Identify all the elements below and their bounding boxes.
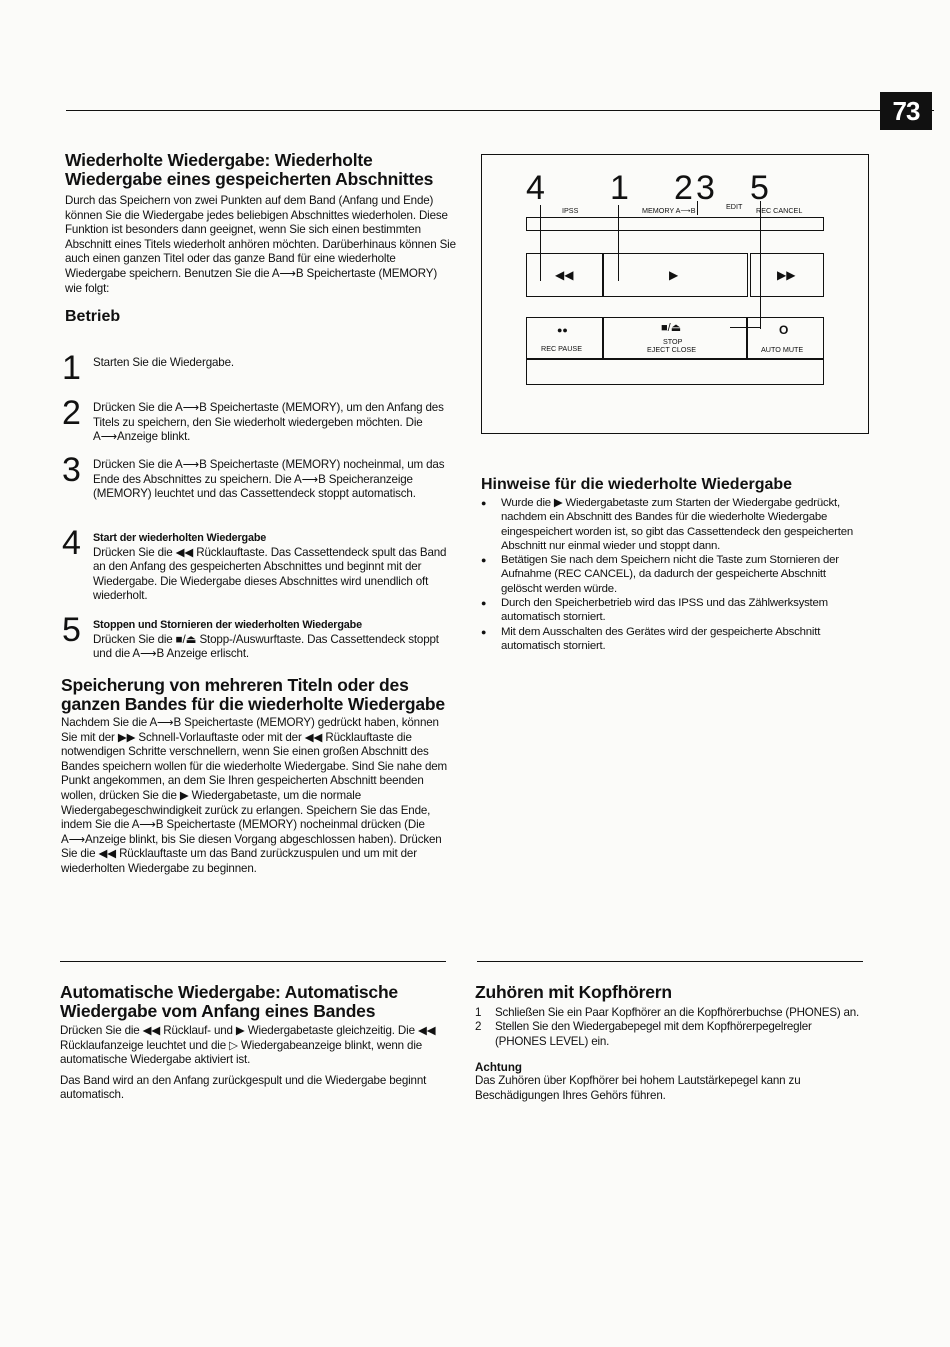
section-text-1: Drücken Sie die ◀◀ Rücklauf- und ▶ Wiedergabetaste gleichzeitig. Die ◀◀ Rücklaufanzeige leuchtet und die ▷ Wiedergabeanzeige blinkt, wenn die automatische Wiedergabe aktiviert ist.	[60, 1024, 436, 1067]
notes-title: Hinweise für die wiederholte Wiedergabe	[481, 476, 793, 493]
step-number: 5	[62, 611, 81, 649]
list-item	[475, 1020, 865, 1049]
section-headphones	[475, 983, 865, 1103]
section-notes	[481, 476, 869, 653]
bottom-strip	[526, 359, 824, 385]
notes-list	[481, 496, 869, 653]
label-eject-close: EJECT CLOSE	[647, 345, 696, 354]
stop-eject-button[interactable]	[602, 317, 748, 359]
rec-pause-button[interactable]	[526, 317, 604, 359]
leader-line	[697, 201, 698, 215]
ffwd-icon: ▶▶	[777, 268, 796, 282]
warning-text: Das Zuhören über Kopfhörer bei hohem Lautstärkepegel kann zu Beschädigungen Ihres Gehörs führen.	[475, 1074, 801, 1102]
diagram-number-5: 5	[750, 169, 769, 207]
section-text: Nachdem Sie die A⟶B Speichertaste (MEMORY) gedrückt haben, können Sie mit der ▶▶ Schnell-Vorlauftaste oder mit der ◀◀ Rücklauftaste die notwendigen Schritte verschnellern, wenn Sie einen großen Abschnitt des Bandes speichern wollen für die wiederholte Wiedergabe. Sind Sie nahe dem Punkt angekommen, an dem Sie Ihren gespeicherten Abschnitt beenden wollen, drücken Sie die ▶ Wiedergabetaste, um die normale Wiedergabegeschwindigkeit zurück zu erlangen. Speichern Sie das Ende, indem Sie die A⟶B Speichertaste (MEMORY) nocheinmal drücken (Die A⟶Anzeige blinkt, bis Sie diesen Vorgang abgeschlossen haben). Drücken Sie die ◀◀ Rücklauftaste um das Band zurückzuspulen und um mit der wiederholten Wiedergabe zu beginnen.	[61, 716, 448, 875]
section-title: Speicherung von mehreren Titeln oder des ganzen Bandes für die wiederholte Wiedergabe	[61, 675, 445, 714]
item-number: 2	[475, 1020, 482, 1034]
diagram-number-1: 1	[610, 169, 629, 207]
section-intro: Durch das Speichern von zwei Punkten auf dem Band (Anfang und Ende) können Sie die Wiedergabe jedes beliebigen Abschnittes wiederholen. Diese Funktion ist besonders dann geeignet, wenn Sie sich einen bestimmten Abschnitt eines Titels wiederholt anhören möchten. Darüberhinaus können Sie auch einen ganzen Titel oder das ganze Band für eine wiederholte Wiedergabe speichern. Benutzen Sie die A⟶B Speichertaste (MEMORY) wie folgt:	[65, 194, 456, 295]
label-edit: EDIT	[726, 202, 743, 211]
rec-pause-icon: ●●	[557, 325, 568, 335]
section-title: Zuhören mit Kopfhörern	[475, 982, 672, 1002]
list-item: ● Mit dem Ausschalten des Gerätes wird der gespeicherte Abschnitt automatisch storniert.	[481, 625, 869, 654]
diagram-number-2: 2	[674, 169, 693, 207]
item-text: Schließen Sie ein Paar Kopfhörer an die Kopfhörerbuchse (PHONES) an.	[495, 1006, 860, 1019]
section-multi-title	[61, 676, 456, 877]
label-rec-pause: REC PAUSE	[541, 344, 583, 353]
section-title: Wiederholte Wiedergabe: Wiederholte Wiedergabe eines gespeicherten Abschnittes	[65, 150, 434, 189]
item-number: 1	[475, 1006, 482, 1019]
label-ipss: IPSS	[562, 206, 579, 215]
auto-mute-button[interactable]	[746, 317, 824, 359]
step-heading: Stoppen und Stornieren der wiederholten Wiedergabe	[93, 619, 362, 631]
step-text: Drücken Sie die ◀◀ Rücklauftaste. Das Cassettendeck spult das Band an den Anfang des gespeicherten Abschnittes und beginnt mit der Wiedergabe. Die Wiedergabe dieses Abschnittes wird unendlich oft wiederholt.	[93, 545, 447, 603]
play-button[interactable]	[602, 253, 748, 297]
section-text-2: Das Band wird an den Anfang zurückgespult und die Wiedergabe beginnt automatisch.	[60, 1073, 427, 1102]
subtitle-betrieb: Betrieb	[65, 308, 121, 326]
play-icon: ▶	[669, 268, 679, 282]
section-repeat-playback	[65, 151, 457, 326]
top-rule	[66, 110, 934, 111]
step-number: 4	[62, 524, 81, 562]
rewind-button[interactable]	[526, 253, 604, 297]
rewind-icon: ◀◀	[555, 268, 574, 282]
list-item: ● Betätigen Sie nach dem Speichern nicht die Taste zum Stornieren der Aufnahme (REC CANCEL), da dadurch der gespeicherte Abschnitt gelöscht werden würde.	[481, 553, 869, 596]
diagram-number-4: 4	[526, 169, 545, 207]
deck-control-diagram	[481, 154, 869, 434]
warning-title: Achtung	[475, 1061, 523, 1075]
item-text: Stellen Sie den Wiedergabepegel mit dem Kopfhörerpegelregler (PHONES LEVEL) ein.	[495, 1020, 812, 1048]
page-number: 73	[880, 92, 932, 130]
top-strip	[526, 217, 824, 231]
label-memory: MEMORY A⟶B	[642, 206, 696, 215]
step-number: 3	[62, 451, 81, 489]
step-text: Drücken Sie die A⟶B Speichertaste (MEMORY), um den Anfang des Titels zu speichern, den Sie wiederholt wiedergeben möchten. Die A⟶Anzeige blinkt.	[93, 401, 444, 444]
section-title: Automatische Wiedergabe: Automatische Wiedergabe vom Anfang eines Bandes	[60, 982, 398, 1021]
headphones-steps	[475, 1006, 865, 1049]
step-heading: Start der wiederholten Wiedergabe	[93, 532, 267, 544]
list-item	[475, 1006, 865, 1020]
step-number: 1	[62, 349, 81, 387]
step-text: Drücken Sie die A⟶B Speichertaste (MEMORY) nocheinmal, um das Ende des Abschnittes zu speichern. Die A⟶B Speicheranzeige (MEMORY) leuchtet und das Cassettendeck stoppt automatisch.	[93, 458, 445, 501]
diagram-number-3: 3	[696, 169, 715, 207]
bottom-rule-right	[477, 961, 863, 962]
step-number: 2	[62, 394, 81, 432]
mute-icon: O	[779, 323, 789, 337]
label-auto-mute: AUTO MUTE	[761, 345, 804, 354]
list-item: ● Durch den Speicherbetrieb wird das IPSS und das Zählwerksystem automatisch storniert.	[481, 596, 869, 625]
step-text: Drücken Sie die ■/⏏ Stopp-/Auswurftaste. Das Cassettendeck stoppt und die A⟶B Anzeige erlischt.	[93, 632, 439, 661]
list-item: ● Wurde die ▶ Wiedergabetaste zum Starten der Wiedergabe gedrückt, nachdem ein Abschnitt des Bandes für die wiederholte Wiedergabe eingespeichert worden ist, so gibt das Cassettendeck den gespeicherten Abschnitt nur einmal wieder und stoppt dann.	[481, 496, 869, 553]
bottom-rule-left	[60, 961, 446, 962]
section-auto-playback	[60, 983, 448, 1103]
label-rec-cancel: REC CANCEL	[756, 206, 803, 215]
label-stop: STOP	[663, 337, 683, 346]
stop-eject-icon: ■/⏏	[661, 322, 682, 334]
ffwd-button[interactable]	[750, 253, 824, 297]
step-text: Starten Sie die Wiedergabe.	[93, 356, 234, 369]
